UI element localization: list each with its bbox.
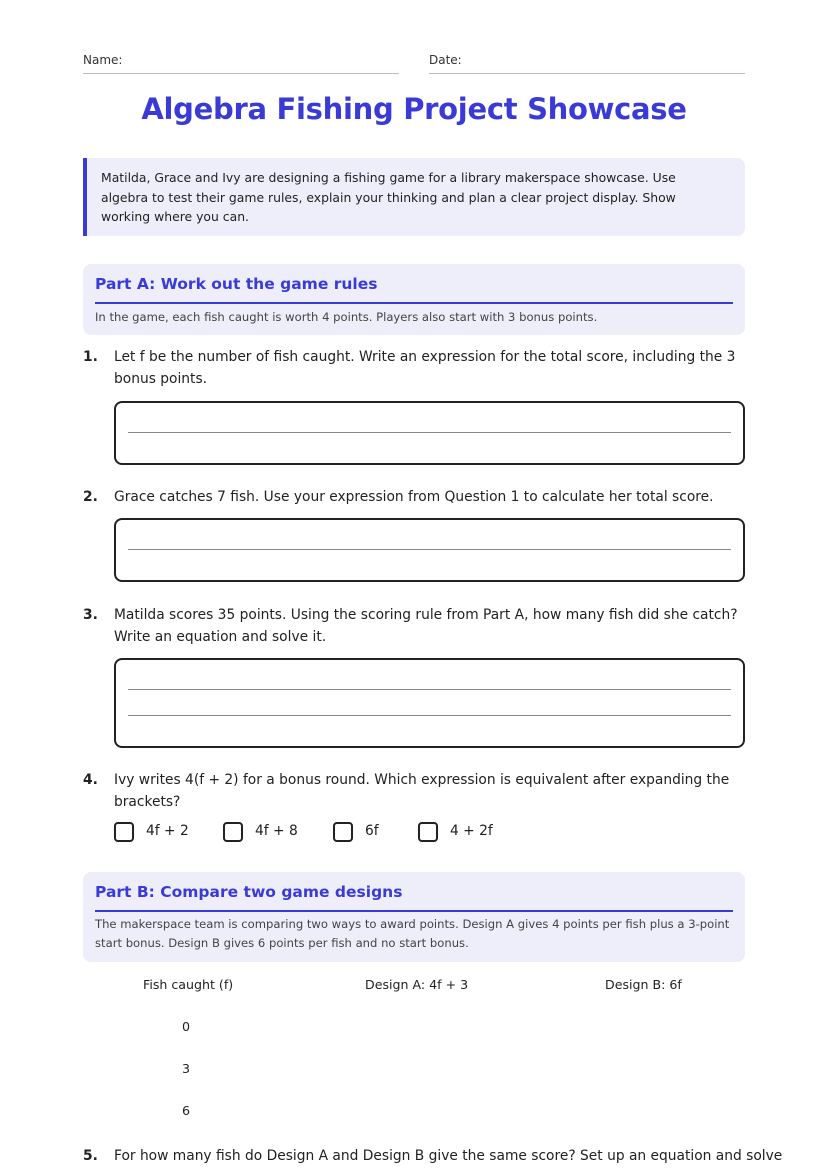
header-fields	[83, 52, 745, 74]
column-header-design-a: Design A: 4f + 3	[365, 977, 469, 992]
question-text: Matilda scores 35 points. Using the scoring rule from Part A, how many fish did she catch? Write an equation and solve it.	[114, 607, 738, 645]
checkbox[interactable]	[333, 822, 353, 842]
question-number: 5.	[83, 1148, 98, 1164]
question-text: For how many fish do Design A and Design B give the same score? Set up an equation and solve	[114, 1148, 783, 1164]
question-text: Ivy writes 4(f + 2) for a bonus round. Which expression is equivalent after expanding the brackets?	[114, 772, 730, 810]
question-text: Let f be the number of fish caught. Write an expression for the total score, including the 3 bonus points.	[114, 349, 736, 387]
checkbox[interactable]	[114, 822, 134, 842]
intro-callout: Matilda, Grace and Ivy are designing a fishing game for a library makerspace showcase. Use algebra to test their game rules, explain your thinking and plan a clear project display. Show working where you can.	[83, 158, 745, 236]
answer-line	[128, 715, 731, 716]
option-label: 4 + 2f	[450, 823, 493, 839]
table-cell-fish: 3	[181, 1061, 190, 1076]
answer-box-3[interactable]	[114, 658, 745, 748]
part-a-description: In the game, each fish caught is worth 4 points. Players also start with 3 bonus points.	[95, 310, 598, 324]
question-number: 3.	[83, 607, 98, 623]
table-cell-fish: 0	[181, 1019, 190, 1034]
checkbox[interactable]	[418, 822, 438, 842]
answer-box-2[interactable]	[114, 518, 745, 582]
part-a-title: Part A: Work out the game rules	[95, 275, 733, 304]
question-number: 1.	[83, 349, 98, 365]
column-header-fish: Fish caught (f)	[143, 977, 234, 992]
date-label: Date:	[429, 53, 462, 67]
part-b-title: Part B: Compare two game designs	[95, 883, 733, 912]
name-label: Name:	[83, 53, 123, 67]
answer-line	[128, 432, 731, 433]
part-a-section	[83, 264, 745, 335]
checkbox[interactable]	[223, 822, 243, 842]
comparison-table	[83, 972, 745, 1132]
question-number: 2.	[83, 489, 98, 505]
answer-line	[128, 689, 731, 690]
answer-line	[128, 549, 731, 550]
option-label: 4f + 8	[255, 823, 298, 839]
q4-options	[114, 822, 734, 846]
part-b-section	[83, 872, 745, 962]
date-field[interactable]	[429, 52, 745, 74]
page-title: Algebra Fishing Project Showcase	[141, 92, 687, 126]
table-cell-fish: 6	[181, 1103, 190, 1118]
question-number: 4.	[83, 772, 98, 788]
column-header-design-b: Design B: 6f	[605, 977, 682, 992]
answer-box-1[interactable]	[114, 401, 745, 465]
option-label: 4f + 2	[146, 823, 189, 839]
question-text: Grace catches 7 fish. Use your expression from Question 1 to calculate her total score.	[114, 489, 714, 505]
name-field[interactable]	[83, 52, 399, 74]
part-b-description: The makerspace team is comparing two ways to award points. Design A gives 4 points per fish plus a 3-point start bonus. Design B gives 6 points per fish and no start bonus.	[95, 917, 730, 950]
option-label: 6f	[365, 823, 379, 839]
